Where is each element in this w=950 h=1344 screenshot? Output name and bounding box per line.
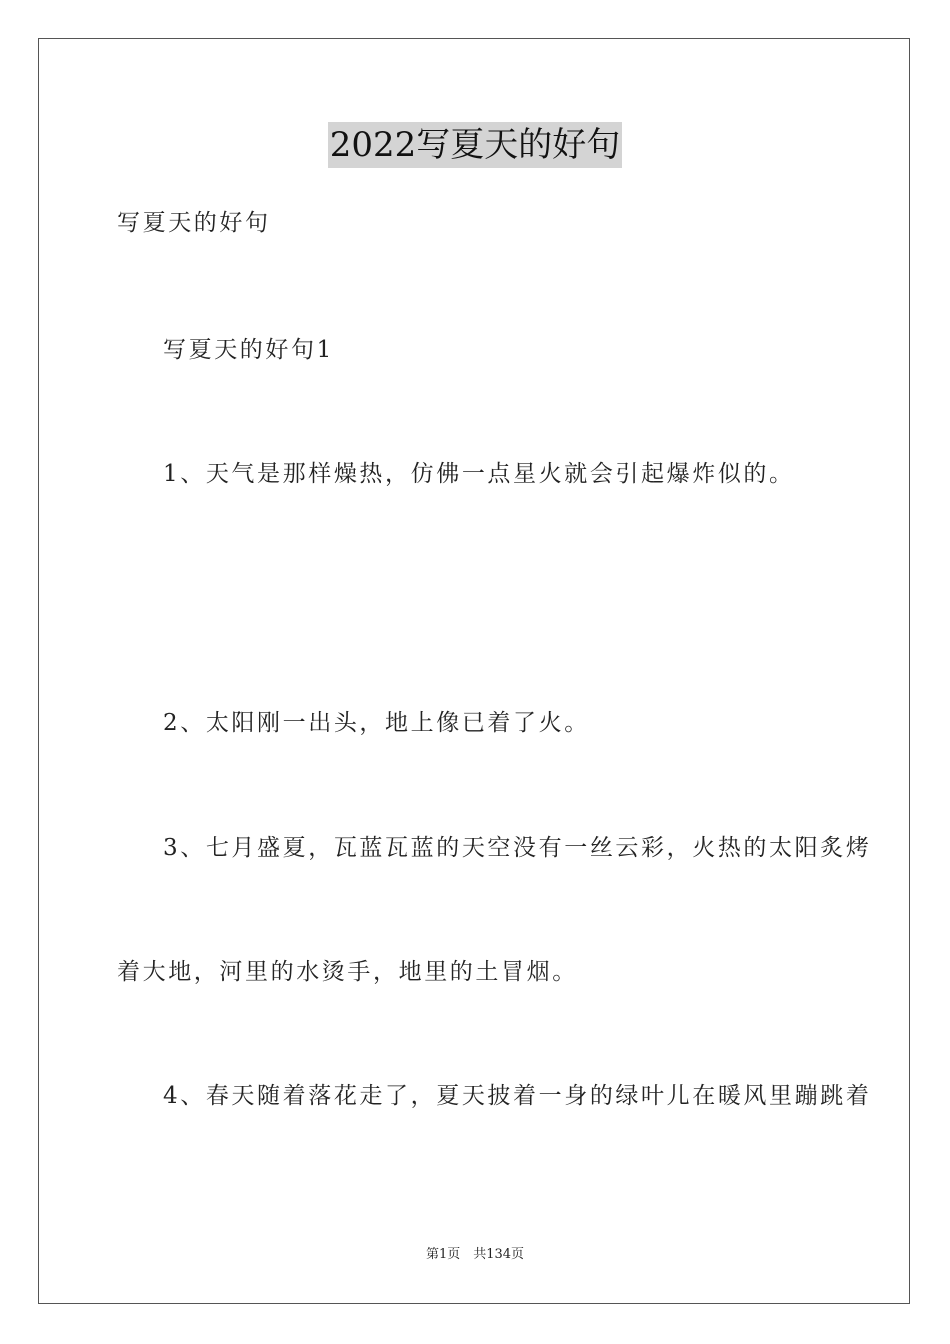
document-title: 2022写夏天的好句	[328, 122, 623, 168]
paragraph-line-1: 1、天气是那样燥热，仿佛一点星火就会引起爆炸似的。	[163, 461, 795, 487]
document-subtitle: 写夏天的好句	[117, 210, 271, 236]
section-heading: 写夏天的好句1	[163, 337, 334, 363]
title-container	[0, 122, 950, 168]
paragraph-line-3: 3、七月盛夏，瓦蓝瓦蓝的天空没有一丝云彩，火热的太阳炙烤	[163, 835, 872, 861]
paragraph-line-2: 2、太阳刚一出头，地上像已着了火。	[163, 710, 590, 736]
page-footer: 第1页 共134页	[425, 1247, 525, 1262]
paragraph-line-4: 4、春天随着落花走了，夏天披着一身的绿叶儿在暖风里蹦跳着	[163, 1083, 872, 1109]
paragraph-line-3-continued: 着大地，河里的水烫手，地里的土冒烟。	[117, 959, 578, 985]
